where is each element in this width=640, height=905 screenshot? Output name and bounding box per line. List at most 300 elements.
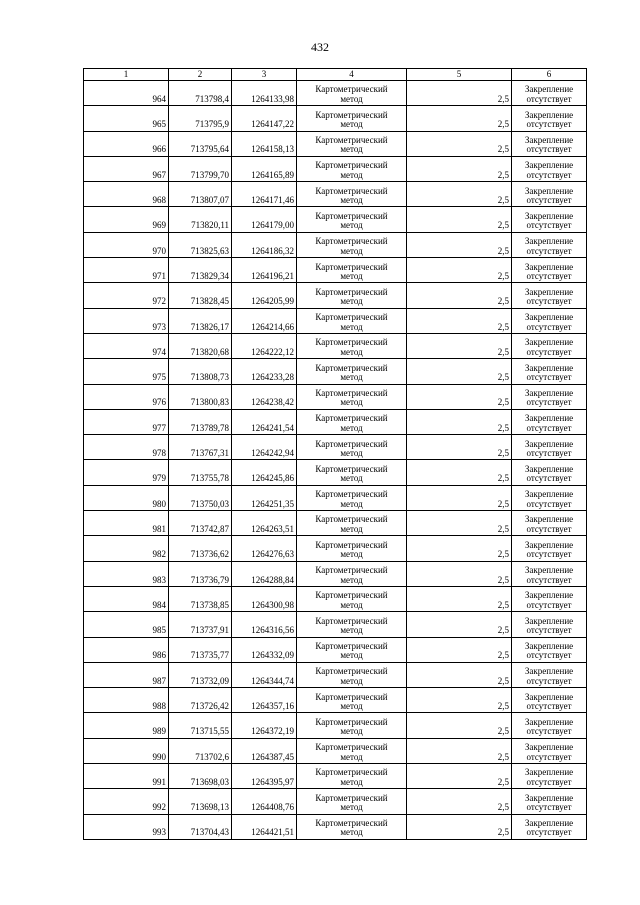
- point-number-cell: 986: [84, 637, 169, 662]
- method-cell-line2: метод: [340, 498, 363, 509]
- point-number-cell: 972: [84, 283, 169, 308]
- method-cell-line1: Картометрический: [315, 590, 388, 601]
- method-cell-line1: Картометрический: [315, 615, 388, 626]
- method-cell-line1: Картометрический: [315, 818, 388, 829]
- method-cell-line2: метод: [340, 574, 363, 585]
- method-cell-line2: метод: [340, 296, 363, 307]
- fixation-cell: [512, 662, 587, 687]
- table-row: [84, 536, 587, 561]
- point-number-cell: 990: [84, 738, 169, 763]
- y-coordinate-cell: 1264241,54: [232, 409, 297, 434]
- y-coordinate-cell: 1264245,86: [232, 460, 297, 485]
- fixation-cell-line1: Закрепление: [524, 792, 574, 803]
- fixation-cell-line1: Закрепление: [524, 286, 574, 297]
- point-number-cell: 984: [84, 586, 169, 611]
- y-coordinate-cell: 1264133,98: [232, 81, 297, 106]
- y-coordinate-cell: 1264147,22: [232, 106, 297, 131]
- method-cell: [297, 814, 407, 839]
- x-coordinate-cell: 713800,83: [169, 384, 232, 409]
- method-cell-line2: метод: [340, 523, 363, 534]
- method-cell-line2: метод: [340, 346, 363, 357]
- table-row: [84, 384, 587, 409]
- table-header-row: [84, 69, 587, 81]
- error-cell: 2,5: [407, 156, 512, 181]
- error-cell: 2,5: [407, 283, 512, 308]
- fixation-cell-line2: отсутствует: [526, 523, 572, 534]
- method-cell-line2: метод: [340, 726, 363, 737]
- fixation-cell-line2: отсутствует: [526, 296, 572, 307]
- x-coordinate-cell: 713735,77: [169, 637, 232, 662]
- point-number-cell: 985: [84, 612, 169, 637]
- error-cell: 2,5: [407, 662, 512, 687]
- x-coordinate-cell: 713820,11: [169, 207, 232, 232]
- point-number-cell: 992: [84, 789, 169, 814]
- fixation-cell-line1: Закрепление: [524, 767, 574, 778]
- method-cell: [297, 333, 407, 358]
- point-number-cell: 987: [84, 662, 169, 687]
- method-cell-line1: Картометрический: [315, 565, 388, 576]
- method-cell-line2: метод: [340, 473, 363, 484]
- error-cell: 2,5: [407, 789, 512, 814]
- x-coordinate-cell: 713715,55: [169, 713, 232, 738]
- method-cell: [297, 258, 407, 283]
- method-cell: [297, 688, 407, 713]
- table-row: [84, 586, 587, 611]
- method-cell-line1: Картометрический: [315, 210, 388, 221]
- method-cell-line1: Картометрический: [315, 666, 388, 677]
- method-cell-line1: Картометрический: [315, 792, 388, 803]
- fixation-cell-line2: отсутствует: [526, 422, 572, 433]
- fixation-cell-line2: отсутствует: [526, 802, 572, 813]
- method-cell: [297, 81, 407, 106]
- method-cell-line1: Картометрический: [315, 767, 388, 778]
- error-cell: 2,5: [407, 586, 512, 611]
- point-number-cell: 968: [84, 182, 169, 207]
- fixation-cell-line1: Закрепление: [524, 236, 574, 247]
- error-cell: 2,5: [407, 232, 512, 257]
- method-cell-line2: метод: [340, 422, 363, 433]
- y-coordinate-cell: 1264165,89: [232, 156, 297, 181]
- point-number-cell: 965: [84, 106, 169, 131]
- table-row: [84, 814, 587, 839]
- method-cell: [297, 789, 407, 814]
- x-coordinate-cell: 713736,62: [169, 536, 232, 561]
- method-cell: [297, 536, 407, 561]
- method-cell-line2: метод: [340, 827, 363, 838]
- method-cell-line1: Картометрический: [315, 489, 388, 500]
- coordinates-table: [83, 68, 587, 840]
- method-cell-line1: Картометрический: [315, 261, 388, 272]
- y-coordinate-cell: 1264196,21: [232, 258, 297, 283]
- x-coordinate-cell: 713825,63: [169, 232, 232, 257]
- method-cell-line1: Картометрический: [315, 539, 388, 550]
- method-cell: [297, 308, 407, 333]
- method-cell-line1: Картометрический: [315, 286, 388, 297]
- table-row: [84, 460, 587, 485]
- y-coordinate-cell: 1264288,84: [232, 561, 297, 586]
- method-cell: [297, 561, 407, 586]
- x-coordinate-cell: 713789,78: [169, 409, 232, 434]
- table-row: [84, 612, 587, 637]
- x-coordinate-cell: 713829,34: [169, 258, 232, 283]
- fixation-cell-line1: Закрепление: [524, 160, 574, 171]
- point-number-cell: 977: [84, 409, 169, 434]
- method-cell-line2: метод: [340, 270, 363, 281]
- point-number-cell: 974: [84, 333, 169, 358]
- table-row: [84, 182, 587, 207]
- fixation-cell-line2: отсутствует: [526, 220, 572, 231]
- method-cell-line1: Картометрический: [315, 160, 388, 171]
- fixation-cell-line2: отсутствует: [526, 169, 572, 180]
- fixation-cell-line2: отсутствует: [526, 625, 572, 636]
- method-cell-line1: Картометрический: [315, 640, 388, 651]
- fixation-cell-line1: Закрепление: [524, 565, 574, 576]
- fixation-cell: [512, 156, 587, 181]
- y-coordinate-cell: 1264233,28: [232, 359, 297, 384]
- y-coordinate-cell: 1264408,76: [232, 789, 297, 814]
- point-number-cell: 983: [84, 561, 169, 586]
- fixation-cell-line2: отсутствует: [526, 726, 572, 737]
- x-coordinate-cell: 713767,31: [169, 435, 232, 460]
- error-cell: 2,5: [407, 688, 512, 713]
- method-cell-line2: метод: [340, 625, 363, 636]
- fixation-cell-line1: Закрепление: [524, 84, 574, 95]
- error-cell: 2,5: [407, 182, 512, 207]
- error-cell: 2,5: [407, 258, 512, 283]
- method-cell-line2: метод: [340, 751, 363, 762]
- x-coordinate-cell: 713807,07: [169, 182, 232, 207]
- column-header: 5: [407, 69, 512, 81]
- x-coordinate-cell: 713704,43: [169, 814, 232, 839]
- method-cell-line1: Картометрический: [315, 716, 388, 727]
- error-cell: 2,5: [407, 409, 512, 434]
- method-cell: [297, 713, 407, 738]
- method-cell: [297, 460, 407, 485]
- method-cell: [297, 612, 407, 637]
- method-cell-line1: Картометрический: [315, 387, 388, 398]
- y-coordinate-cell: 1264316,56: [232, 612, 297, 637]
- fixation-cell: [512, 561, 587, 586]
- y-coordinate-cell: 1264214,66: [232, 308, 297, 333]
- column-header: 4: [297, 69, 407, 81]
- y-coordinate-cell: 1264251,35: [232, 485, 297, 510]
- fixation-cell-line2: отсутствует: [526, 700, 572, 711]
- fixation-cell-line2: отсутствует: [526, 473, 572, 484]
- fixation-cell-line2: отсутствует: [526, 346, 572, 357]
- method-cell-line1: Картометрический: [315, 337, 388, 348]
- error-cell: 2,5: [407, 359, 512, 384]
- fixation-cell-line1: Закрепление: [524, 413, 574, 424]
- method-cell: [297, 485, 407, 510]
- method-cell-line2: метод: [340, 195, 363, 206]
- fixation-cell-line2: отсутствует: [526, 599, 572, 610]
- method-cell: [297, 384, 407, 409]
- fixation-cell-line2: отсутствует: [526, 549, 572, 560]
- table-row: [84, 485, 587, 510]
- method-cell-line2: метод: [340, 776, 363, 787]
- table-row: [84, 637, 587, 662]
- y-coordinate-cell: 1264300,98: [232, 586, 297, 611]
- table-row: [84, 764, 587, 789]
- point-number-cell: 989: [84, 713, 169, 738]
- fixation-cell-line1: Закрепление: [524, 590, 574, 601]
- point-number-cell: 966: [84, 131, 169, 156]
- fixation-cell-line1: Закрепление: [524, 135, 574, 146]
- x-coordinate-cell: 713795,9: [169, 106, 232, 131]
- x-coordinate-cell: 713736,79: [169, 561, 232, 586]
- x-coordinate-cell: 713698,03: [169, 764, 232, 789]
- x-coordinate-cell: 713750,03: [169, 485, 232, 510]
- x-coordinate-cell: 713808,73: [169, 359, 232, 384]
- method-cell-line1: Картометрический: [315, 236, 388, 247]
- table-row: [84, 131, 587, 156]
- point-number-cell: 976: [84, 384, 169, 409]
- error-cell: 2,5: [407, 637, 512, 662]
- y-coordinate-cell: 1264171,46: [232, 182, 297, 207]
- y-coordinate-cell: 1264158,13: [232, 131, 297, 156]
- method-cell-line1: Картометрический: [315, 362, 388, 373]
- method-cell: [297, 435, 407, 460]
- method-cell-line1: Картометрический: [315, 135, 388, 146]
- y-coordinate-cell: 1264372,19: [232, 713, 297, 738]
- x-coordinate-cell: 713742,87: [169, 511, 232, 536]
- method-cell-line2: метод: [340, 700, 363, 711]
- fixation-cell-line2: отсутствует: [526, 827, 572, 838]
- method-cell-line1: Картометрический: [315, 742, 388, 753]
- y-coordinate-cell: 1264205,99: [232, 283, 297, 308]
- table-row: [84, 662, 587, 687]
- x-coordinate-cell: 713798,4: [169, 81, 232, 106]
- table-row: [84, 511, 587, 536]
- fixation-cell: [512, 333, 587, 358]
- method-cell-line2: метод: [340, 144, 363, 155]
- error-cell: 2,5: [407, 612, 512, 637]
- x-coordinate-cell: 713726,42: [169, 688, 232, 713]
- error-cell: 2,5: [407, 561, 512, 586]
- fixation-cell-line2: отсутствует: [526, 119, 572, 130]
- table-row: [84, 232, 587, 257]
- method-cell-line1: Картометрический: [315, 413, 388, 424]
- fixation-cell: [512, 207, 587, 232]
- table-row: [84, 435, 587, 460]
- fixation-cell-line1: Закрепление: [524, 489, 574, 500]
- fixation-cell: [512, 283, 587, 308]
- fixation-cell: [512, 460, 587, 485]
- fixation-cell-line1: Закрепление: [524, 716, 574, 727]
- x-coordinate-cell: 713795,64: [169, 131, 232, 156]
- method-cell-line2: метод: [340, 397, 363, 408]
- table-row: [84, 561, 587, 586]
- error-cell: 2,5: [407, 764, 512, 789]
- point-number-cell: 982: [84, 536, 169, 561]
- fixation-cell: [512, 485, 587, 510]
- method-cell-line1: Картометрический: [315, 84, 388, 95]
- table-row: [84, 207, 587, 232]
- fixation-cell: [512, 814, 587, 839]
- error-cell: 2,5: [407, 106, 512, 131]
- point-number-cell: 978: [84, 435, 169, 460]
- x-coordinate-cell: 713732,09: [169, 662, 232, 687]
- error-cell: 2,5: [407, 81, 512, 106]
- table-row: [84, 738, 587, 763]
- y-coordinate-cell: 1264238,42: [232, 384, 297, 409]
- table-body: [84, 81, 587, 840]
- y-coordinate-cell: 1264276,63: [232, 536, 297, 561]
- method-cell: [297, 283, 407, 308]
- error-cell: 2,5: [407, 460, 512, 485]
- fixation-cell-line1: Закрепление: [524, 438, 574, 449]
- table-row: [84, 283, 587, 308]
- method-cell-line2: метод: [340, 245, 363, 256]
- method-cell-line2: метод: [340, 549, 363, 560]
- fixation-cell: [512, 308, 587, 333]
- fixation-cell-line2: отсутствует: [526, 195, 572, 206]
- method-cell-line1: Картометрический: [315, 514, 388, 525]
- y-coordinate-cell: 1264186,32: [232, 232, 297, 257]
- y-coordinate-cell: 1264332,09: [232, 637, 297, 662]
- fixation-cell: [512, 435, 587, 460]
- method-cell-line1: Картометрический: [315, 312, 388, 323]
- fixation-cell: [512, 637, 587, 662]
- column-header: 3: [232, 69, 297, 81]
- fixation-cell-line2: отсутствует: [526, 776, 572, 787]
- fixation-cell-line2: отсутствует: [526, 675, 572, 686]
- fixation-cell: [512, 764, 587, 789]
- fixation-cell-line1: Закрепление: [524, 615, 574, 626]
- x-coordinate-cell: 713698,13: [169, 789, 232, 814]
- table-row: [84, 713, 587, 738]
- fixation-cell: [512, 359, 587, 384]
- point-number-cell: 964: [84, 81, 169, 106]
- y-coordinate-cell: 1264222,12: [232, 333, 297, 358]
- point-number-cell: 988: [84, 688, 169, 713]
- method-cell-line1: Картометрический: [315, 463, 388, 474]
- method-cell-line2: метод: [340, 93, 363, 104]
- fixation-cell-line2: отсутствует: [526, 245, 572, 256]
- table-row: [84, 688, 587, 713]
- y-coordinate-cell: 1264357,16: [232, 688, 297, 713]
- fixation-cell: [512, 182, 587, 207]
- error-cell: 2,5: [407, 207, 512, 232]
- fixation-cell: [512, 409, 587, 434]
- method-cell-line2: метод: [340, 321, 363, 332]
- fixation-cell-line1: Закрепление: [524, 312, 574, 323]
- table-row: [84, 333, 587, 358]
- method-cell-line1: Картометрический: [315, 109, 388, 120]
- fixation-cell-line1: Закрепление: [524, 387, 574, 398]
- method-cell-line1: Картометрический: [315, 691, 388, 702]
- method-cell-line2: метод: [340, 220, 363, 231]
- fixation-cell: [512, 713, 587, 738]
- fixation-cell-line1: Закрепление: [524, 463, 574, 474]
- point-number-cell: 991: [84, 764, 169, 789]
- fixation-cell-line2: отсутствует: [526, 751, 572, 762]
- fixation-cell-line1: Закрепление: [524, 742, 574, 753]
- point-number-cell: 979: [84, 460, 169, 485]
- fixation-cell: [512, 738, 587, 763]
- fixation-cell-line1: Закрепление: [524, 210, 574, 221]
- method-cell: [297, 662, 407, 687]
- y-coordinate-cell: 1264344,74: [232, 662, 297, 687]
- x-coordinate-cell: 713828,45: [169, 283, 232, 308]
- point-number-cell: 971: [84, 258, 169, 283]
- method-cell: [297, 637, 407, 662]
- column-header: 6: [512, 69, 587, 81]
- error-cell: 2,5: [407, 435, 512, 460]
- method-cell-line2: метод: [340, 372, 363, 383]
- error-cell: 2,5: [407, 713, 512, 738]
- method-cell: [297, 409, 407, 434]
- method-cell-line2: метод: [340, 448, 363, 459]
- method-cell: [297, 511, 407, 536]
- y-coordinate-cell: 1264387,45: [232, 738, 297, 763]
- method-cell: [297, 359, 407, 384]
- method-cell: [297, 232, 407, 257]
- error-cell: 2,5: [407, 536, 512, 561]
- fixation-cell-line2: отсутствует: [526, 448, 572, 459]
- method-cell: [297, 131, 407, 156]
- error-cell: 2,5: [407, 814, 512, 839]
- fixation-cell-line2: отсутствует: [526, 650, 572, 661]
- method-cell-line2: метод: [340, 599, 363, 610]
- table-row: [84, 359, 587, 384]
- fixation-cell-line1: Закрепление: [524, 691, 574, 702]
- fixation-cell: [512, 81, 587, 106]
- table-row: [84, 81, 587, 106]
- table-row: [84, 409, 587, 434]
- method-cell: [297, 586, 407, 611]
- method-cell: [297, 182, 407, 207]
- error-cell: 2,5: [407, 738, 512, 763]
- fixation-cell-line1: Закрепление: [524, 640, 574, 651]
- fixation-cell-line2: отсутствует: [526, 397, 572, 408]
- error-cell: 2,5: [407, 308, 512, 333]
- y-coordinate-cell: 1264395,97: [232, 764, 297, 789]
- fixation-cell-line1: Закрепление: [524, 109, 574, 120]
- fixation-cell: [512, 789, 587, 814]
- fixation-cell: [512, 232, 587, 257]
- fixation-cell-line1: Закрепление: [524, 362, 574, 373]
- fixation-cell: [512, 586, 587, 611]
- column-header: 2: [169, 69, 232, 81]
- fixation-cell: [512, 106, 587, 131]
- error-cell: 2,5: [407, 131, 512, 156]
- point-number-cell: 969: [84, 207, 169, 232]
- table-row: [84, 258, 587, 283]
- y-coordinate-cell: 1264263,51: [232, 511, 297, 536]
- fixation-cell: [512, 384, 587, 409]
- method-cell-line2: метод: [340, 169, 363, 180]
- error-cell: 2,5: [407, 384, 512, 409]
- fixation-cell: [512, 612, 587, 637]
- x-coordinate-cell: 713755,78: [169, 460, 232, 485]
- error-cell: 2,5: [407, 511, 512, 536]
- point-number-cell: 980: [84, 485, 169, 510]
- page-number: 432: [311, 40, 329, 54]
- fixation-cell: [512, 536, 587, 561]
- fixation-cell: [512, 511, 587, 536]
- method-cell: [297, 106, 407, 131]
- method-cell-line2: метод: [340, 119, 363, 130]
- x-coordinate-cell: 713702,6: [169, 738, 232, 763]
- fixation-cell: [512, 258, 587, 283]
- error-cell: 2,5: [407, 333, 512, 358]
- method-cell: [297, 738, 407, 763]
- fixation-cell-line2: отсутствует: [526, 144, 572, 155]
- point-number-cell: 970: [84, 232, 169, 257]
- fixation-cell-line2: отсутствует: [526, 270, 572, 281]
- fixation-cell-line1: Закрепление: [524, 261, 574, 272]
